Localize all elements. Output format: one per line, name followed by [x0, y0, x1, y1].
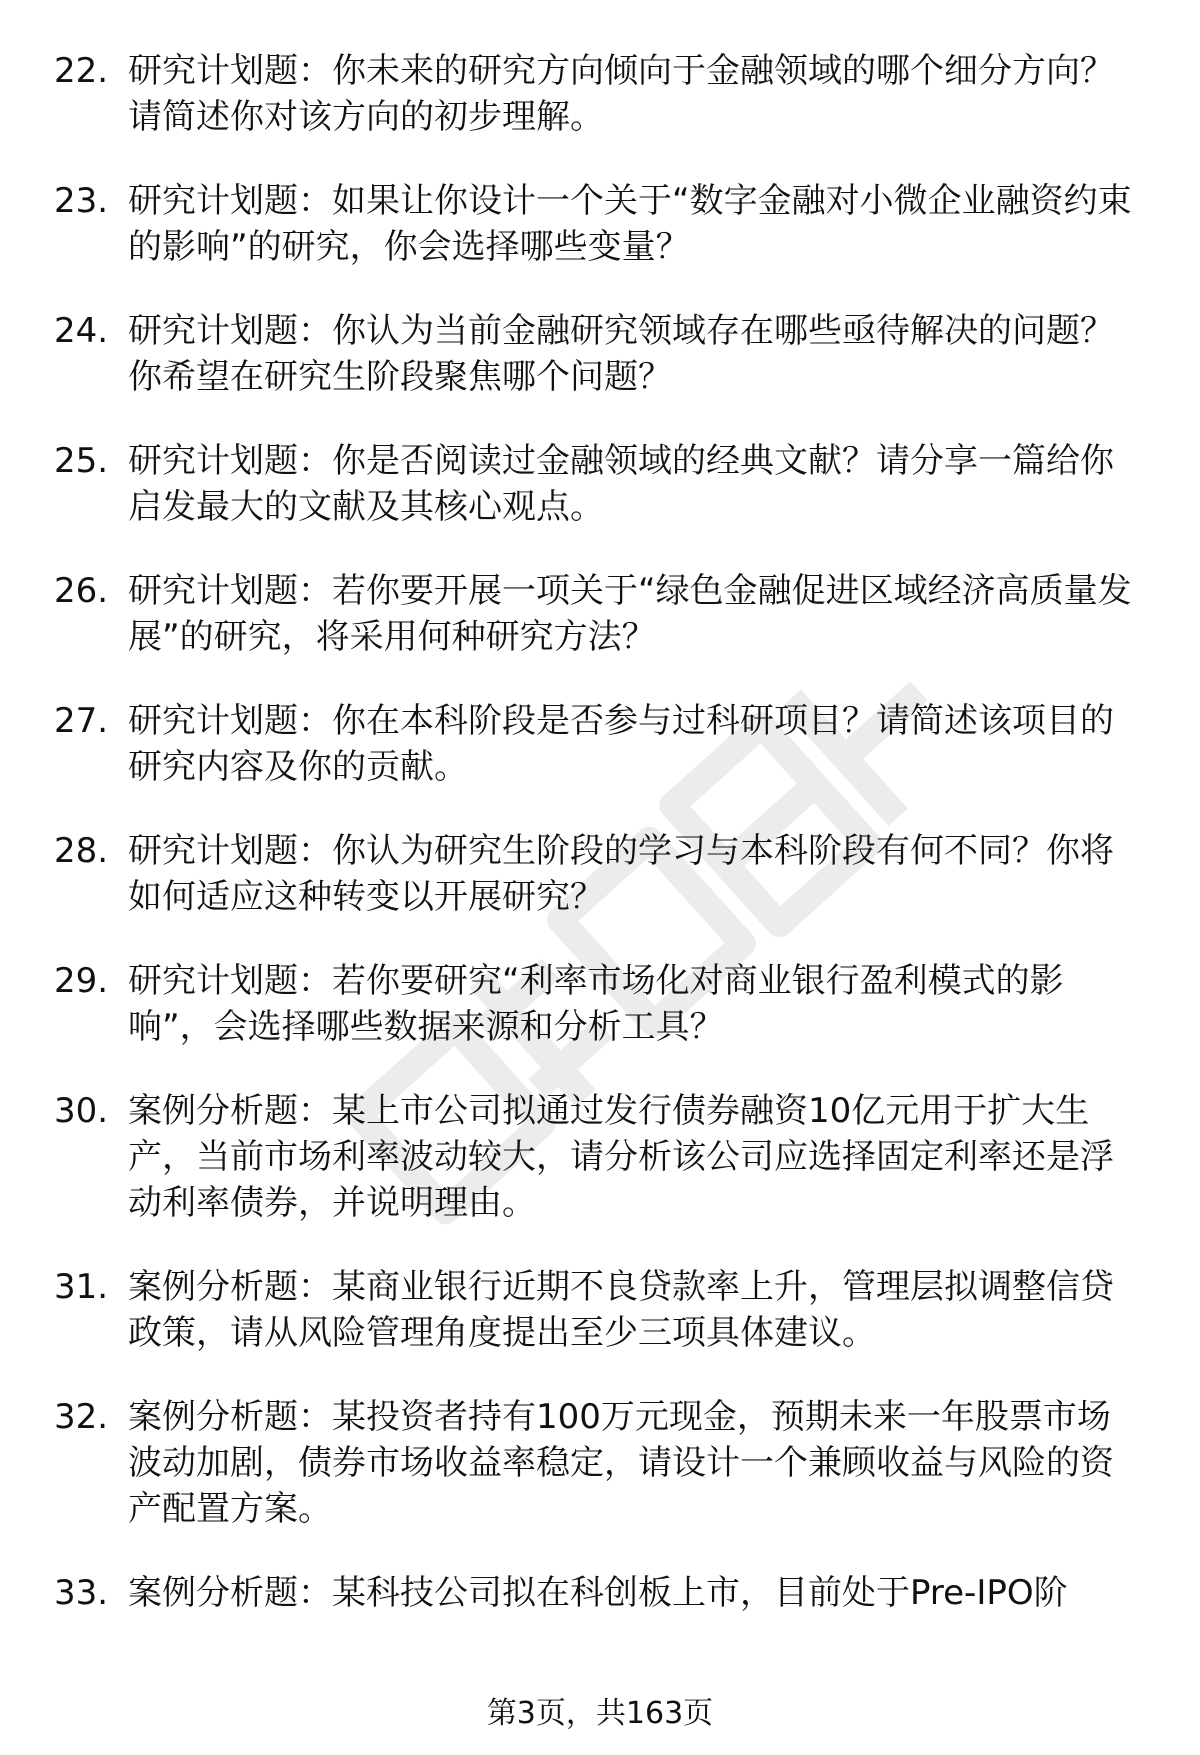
- question-text: 研究计划题：你在本科阶段是否参与过科研项目？请简述该项目的研究内容及你的贡献。: [128, 701, 1114, 787]
- question-number: 28.: [54, 831, 109, 871]
- question-number: 29.: [54, 961, 109, 1001]
- list-item: [54, 828, 1154, 920]
- question-number: 30.: [54, 1091, 109, 1131]
- question-text: 案例分析题：某投资者持有100万元现金，预期未来一年股票市场波动加剧，债券市场收益率稳定，请设计一个兼顾收益与风险的资产配置方案。: [128, 1397, 1114, 1529]
- list-item: [54, 698, 1154, 790]
- question-text: 研究计划题：若你要开展一项关于“绿色金融促进区域经济高质量发展”的研究，将采用何种研究方法？: [128, 571, 1132, 657]
- list-item: [54, 438, 1154, 530]
- question-number: 23.: [54, 181, 109, 221]
- question-number: 22.: [54, 51, 109, 91]
- question-number: 32.: [54, 1397, 109, 1437]
- question-number: 31.: [54, 1267, 109, 1307]
- list-item: [54, 178, 1154, 270]
- question-text: 研究计划题：你认为研究生阶段的学习与本科阶段有何不同？你将如何适应这种转变以开展研究？: [128, 831, 1114, 917]
- question-number: 24.: [54, 311, 109, 351]
- list-item: [54, 568, 1154, 660]
- list-item: [54, 1394, 1154, 1532]
- question-text: 研究计划题：若你要研究“利率市场化对商业银行盈利模式的影响”，会选择哪些数据来源和分析工具？: [128, 961, 1064, 1047]
- question-text: 案例分析题：某科技公司拟在科创板上市，目前处于Pre-IPO阶: [128, 1573, 1068, 1613]
- question-number: 26.: [54, 571, 109, 611]
- question-text: 研究计划题：你认为当前金融研究领域存在哪些亟待解决的问题？你希望在研究生阶段聚焦哪个问题？: [128, 311, 1114, 397]
- list-item: [54, 48, 1154, 140]
- question-text: 案例分析题：某商业银行近期不良贷款率上升，管理层拟调整信贷政策，请从风险管理角度提出至少三项具体建议。: [128, 1267, 1114, 1353]
- page-footer: 第3页，共163页: [486, 1696, 714, 1731]
- question-text: 研究计划题：你未来的研究方向倾向于金融领域的哪个细分方向？请简述你对该方向的初步理解。: [128, 51, 1114, 137]
- question-number: 27.: [54, 701, 109, 741]
- list-item: [54, 308, 1154, 400]
- question-text: 案例分析题：某上市公司拟通过发行债券融资10亿元用于扩大生产，当前市场利率波动较大，请分析该公司应选择固定利率还是浮动利率债券，并说明理由。: [128, 1091, 1114, 1223]
- question-number: 33.: [54, 1573, 109, 1613]
- list-item: [54, 1088, 1154, 1226]
- question-text: 研究计划题：如果让你设计一个关于“数字金融对小微企业融资约束的影响”的研究，你会选择哪些变量？: [128, 181, 1132, 267]
- list-item: [54, 1570, 1154, 1616]
- list-item: [54, 958, 1154, 1050]
- question-text: 研究计划题：你是否阅读过金融领域的经典文献？请分享一篇给你启发最大的文献及其核心观点。: [128, 441, 1114, 527]
- question-number: 25.: [54, 441, 109, 481]
- list-item: [54, 1264, 1154, 1356]
- question-list: [54, 48, 1154, 1654]
